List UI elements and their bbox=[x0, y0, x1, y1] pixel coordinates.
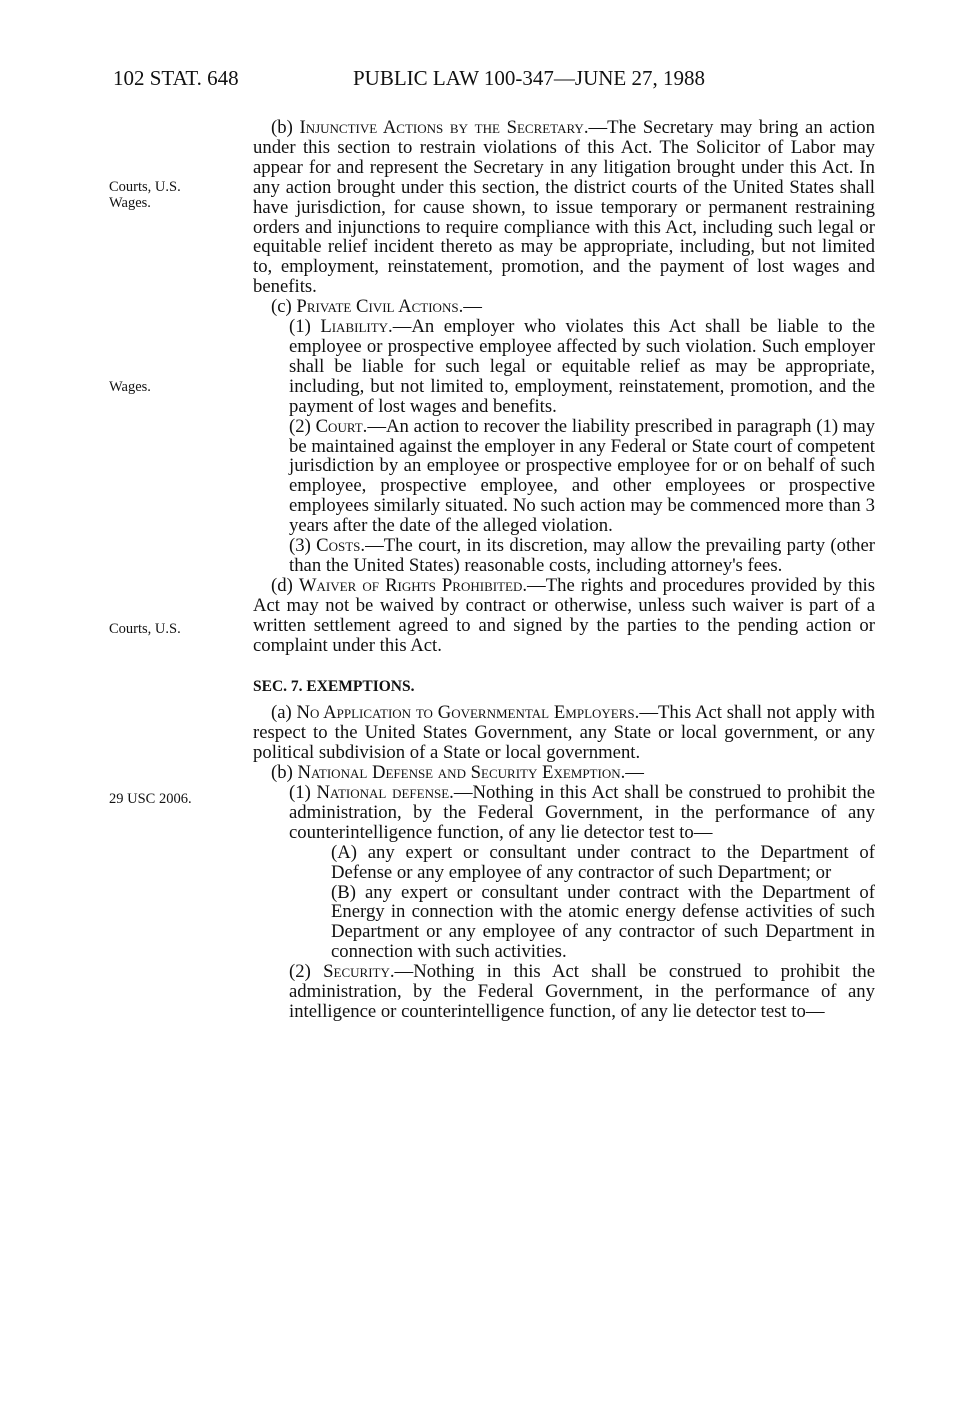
paragraph-c3: (3) Costs.—The court, in its discretion, may allow the prevailing party (other than the United States) reasonable costs, including attorney's fees. bbox=[289, 535, 875, 576]
subsection-heading: Injunctive Actions by the Secretary bbox=[299, 117, 584, 138]
paragraph-heading: National defense bbox=[316, 782, 450, 803]
paragraph-c2: (2) Court.—An action to recover the liability prescribed in paragraph (1) may be maintained against the employer in any Federal or State court of competent jurisdiction by an employee or prospective employee for or on behalf of such employee, prospective employee, and other employees or prospective employees similarly situated. No such action may be commenced more than 3 years after the date of the alleged violation. bbox=[289, 415, 876, 537]
margin-note-courts: Courts, U.S. bbox=[109, 179, 181, 195]
paragraph-c1: (1) Liability.—An employer who violates this Act shall be liable to the employee or prospective employee affected by such violation. Such employer shall be liable for such legal or equitable relief as may be appropriate, including, but not limited to, employment, reinstatement, promotion, and the payment of lost wages and benefits. bbox=[289, 316, 875, 417]
paragraph-7b1: (1) National defense.—Nothing in this Act shall be construed to prohibit the administration, by the Federal Government, in the performance of any counterintelligence function, of any lie detector test to— bbox=[289, 782, 875, 843]
section-heading: SEC. 7. EXEMPTIONS. bbox=[253, 678, 415, 696]
statute-page-number: 102 STAT. 648 bbox=[113, 66, 239, 90]
subsection-heading: No Application to Governmental Employers bbox=[296, 702, 635, 724]
paragraph-heading: Costs bbox=[316, 535, 361, 557]
subsection-heading: National Defense and Security Exemption bbox=[297, 762, 621, 784]
paragraph-7b2: (2) Security.—Nothing in this Act shall be construed to prohibit the administration, by the Federal Government, in the performance of any intelligence or counterintelligence function, of any lie detector test to— bbox=[289, 961, 875, 1022]
paragraph-heading: Court bbox=[315, 415, 363, 437]
margin-note-wages: Wages. bbox=[109, 379, 151, 395]
paragraph-heading: Liability bbox=[320, 316, 389, 338]
subsection-7b: (b) National Defense and Security Exemption.— bbox=[271, 762, 644, 784]
page-header bbox=[113, 66, 903, 96]
margin-note-usc-citation: 29 USC 2006. bbox=[109, 791, 192, 807]
subsection-7a: (a) No Application to Governmental Employers.—This Act shall not apply with respect to the United States Government, any State or local government, or any political subdivision of a State or local government. bbox=[253, 702, 875, 764]
margin-note-wages: Wages. bbox=[109, 195, 151, 211]
subsection-c: (c) Private Civil Actions.— bbox=[271, 296, 482, 318]
margin-note-courts: Courts, U.S. bbox=[109, 621, 181, 637]
paragraph-heading: Security bbox=[323, 961, 390, 983]
subsection-b: (b) Injunctive Actions by the Secretary.—The Secretary may bring an action under this section to restrain violations of this Act. The Solicitor of Labor may appear for and represent the Secretary in any litigation brought under this Act. In any action brought under this section, the district courts of the United States shall have jurisdiction, for cause shown, to issue temporary or permanent restraining orders and injunctions to require compliance with this Act, including such legal or equitable relief incident thereto as may be appropriate, including, but not limited to, employment, reinstatement, promotion, and the payment of lost wages and benefits. bbox=[253, 117, 875, 298]
subparagraph-b: (B) any expert or consultant under contract with the Department of Energy in connection with the atomic energy defense activities of such Department or any employee of any contractor of such Department in connection with such activities. bbox=[331, 881, 875, 963]
subparagraph-a: (A) any expert or consultant under contract to the Department of Defense or any employee of any contractor of such Department; or bbox=[331, 841, 875, 883]
public-law-title: PUBLIC LAW 100-347—JUNE 27, 1988 bbox=[353, 66, 706, 90]
subsection-d: (d) Waiver of Rights Prohibited.—The rights and procedures provided by this Act may not be waived by contract or otherwise, unless such waiver is part of a written settlement agreed to and signed by the parties to the pending action or complaint under this Act. bbox=[253, 574, 876, 656]
statute-text bbox=[253, 118, 875, 1022]
subsection-heading: Private Civil Actions bbox=[296, 296, 459, 318]
subsection-heading: Waiver of Rights Prohibited bbox=[298, 574, 523, 596]
